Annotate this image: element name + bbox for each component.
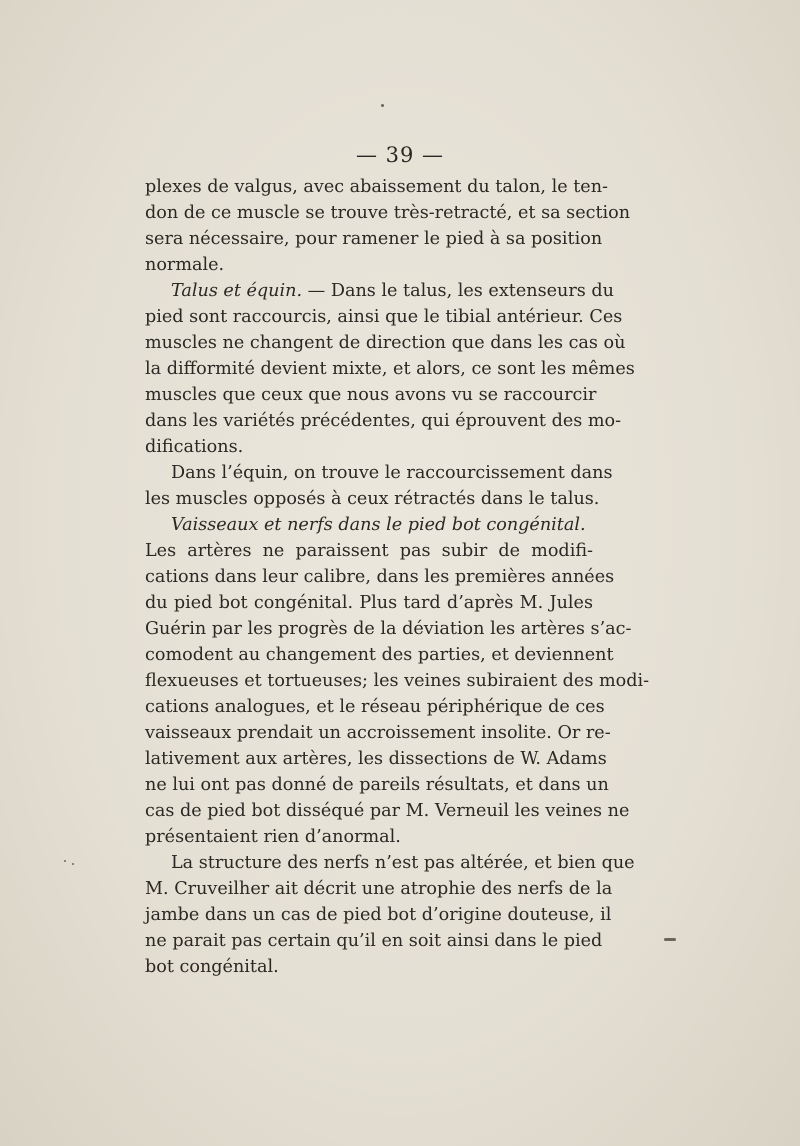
text-line: La structure des nerfs n’est pas altérée, et bien que xyxy=(171,853,635,873)
text-line: ne parait pas certain qu’il en soit ainsi dans le pied xyxy=(145,931,603,951)
text-line: vaisseaux prendait un accroissement insolite. Or re- xyxy=(145,723,611,743)
text-line: muscles ne changent de direction que dans les cas où xyxy=(145,333,626,353)
text-line: normale. xyxy=(145,255,225,275)
text-line: cations analogues, et le réseau périphérique de ces xyxy=(145,697,605,717)
text-line: la difformité devient mixte, et alors, ce sont les mêmes xyxy=(145,359,635,379)
section-heading: Vaisseaux et nerfs dans le pied bot congénital. xyxy=(171,515,586,535)
paper-speck xyxy=(72,863,74,865)
paragraph xyxy=(145,174,631,278)
paper-speck xyxy=(381,104,384,107)
paragraph xyxy=(145,512,650,850)
text-line: flexueuses et tortueuses; les veines subiraient des modi- xyxy=(145,671,650,691)
text-line: présentaient rien d’anormal. xyxy=(145,827,401,847)
text-line: pied sont raccourcis, ainsi que le tibial antérieur. Ces xyxy=(145,307,623,327)
text-line: M. Cruveilher ait décrit une atrophie des nerfs de la xyxy=(145,879,613,899)
text-line: cations dans leur calibre, dans les premières années xyxy=(145,567,615,587)
paragraph xyxy=(145,278,635,460)
section-heading: Talus et équin. xyxy=(171,281,303,301)
text-line: Les artères ne paraissent pas subir de modifi- xyxy=(145,541,593,561)
text-line xyxy=(145,278,614,304)
paper-speck xyxy=(64,860,66,862)
text-line: les muscles opposés à ceux rétractés dans le talus. xyxy=(145,489,600,509)
text-line: Dans l’équin, on trouve le raccourcissement dans xyxy=(171,463,613,483)
paper-speck xyxy=(664,938,676,941)
text-fragment: — Dans le talus, les extenseurs du xyxy=(302,281,614,301)
text-line: difications. xyxy=(145,437,244,457)
text-line: comodent au changement des parties, et deviennent xyxy=(145,645,614,665)
text-line: sera nécessaire, pour ramener le pied à sa position xyxy=(145,229,603,249)
text-line: plexes de valgus, avec abaissement du talon, le ten- xyxy=(145,177,608,197)
text-line: don de ce muscle se trouve très-retracté, et sa section xyxy=(145,203,631,223)
text-line: bot congénital. xyxy=(145,957,279,977)
text-line: dans les variétés précédentes, qui éprouvent des mo- xyxy=(145,411,622,431)
paragraph xyxy=(145,460,613,512)
text-line: ne lui ont pas donné de pareils résultats, et dans un xyxy=(145,775,609,795)
body-text xyxy=(145,174,650,980)
text-line: jambe dans un cas de pied bot d’origine douteuse, il xyxy=(145,905,612,925)
text-line: cas de pied bot disséqué par M. Verneuil les veines ne xyxy=(145,801,630,821)
page-number: — 39 — xyxy=(355,143,445,167)
text-line: Guérin par les progrès de la déviation les artères s’ac- xyxy=(145,619,632,639)
paragraph xyxy=(145,850,635,980)
text-line: muscles que ceux que nous avons vu se raccourcir xyxy=(145,385,597,405)
text-line: du pied bot congénital. Plus tard d’après M. Jules xyxy=(145,593,593,613)
text-line: lativement aux artères, les dissections de W. Adams xyxy=(145,749,607,769)
